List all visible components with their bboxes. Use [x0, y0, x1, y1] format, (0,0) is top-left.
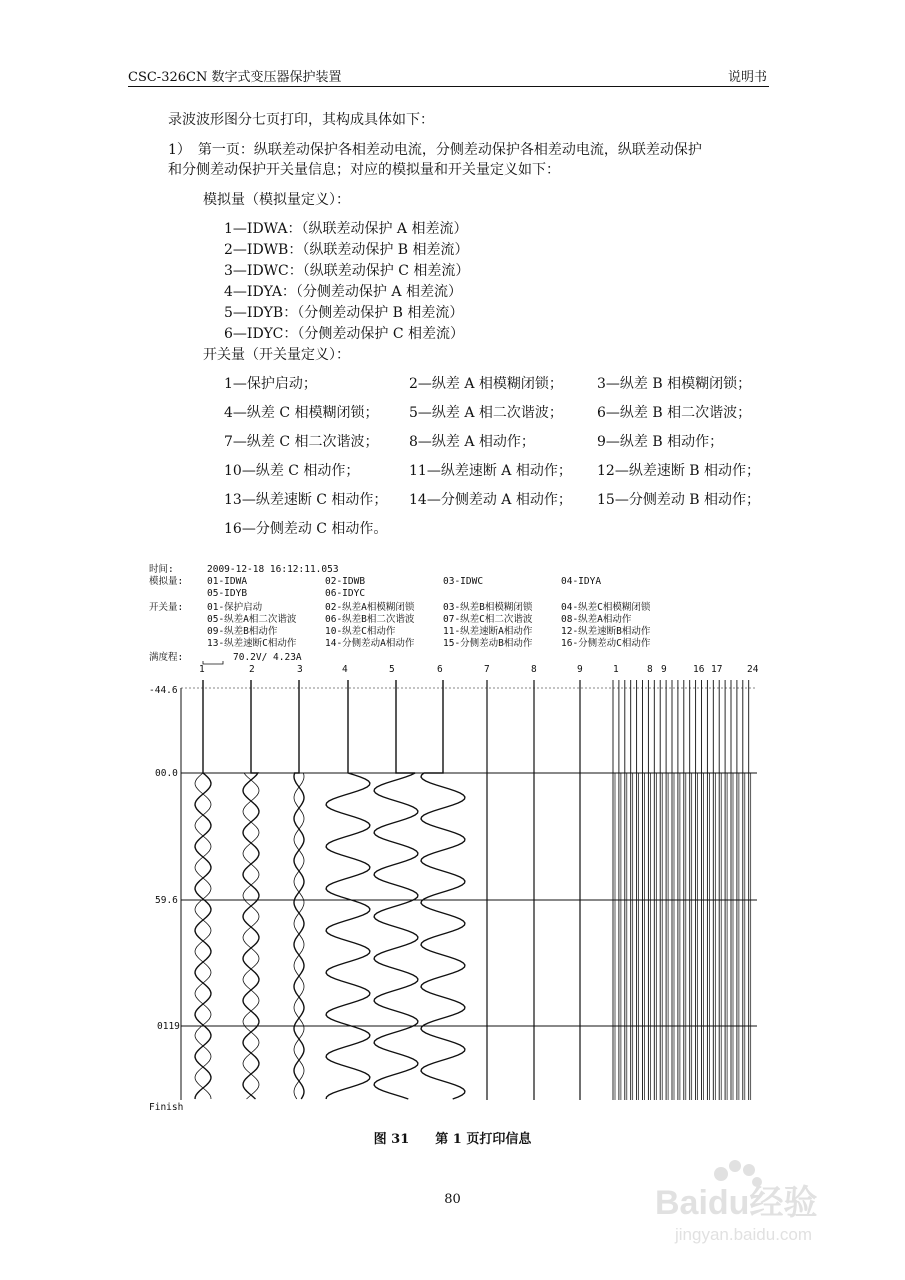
time-mark: 59.6	[155, 895, 178, 906]
analog-trace-4	[326, 680, 370, 1099]
switch-channel: 03-纵差B相模糊闭锁	[443, 602, 533, 613]
switch-item: 14—分侧差动 A 相动作；	[409, 492, 572, 508]
time-mark: 0119	[157, 1021, 180, 1032]
analog-item: 5—IDYB：（分侧差动保护 B 相差流）	[224, 305, 464, 321]
analog-channel: 01-IDWA	[207, 576, 248, 587]
switch-item: 15—分侧差动 B 相动作；	[597, 492, 761, 508]
analog-trace-5	[374, 680, 418, 1099]
time-value: 2009-12-18 16:12:11.053	[207, 564, 339, 575]
switch-channel: 09-纵差B相动作	[207, 626, 278, 637]
column-number: 9	[577, 664, 583, 675]
column-number: 1	[199, 664, 205, 675]
column-number: 2	[249, 664, 255, 675]
switch-item: 7—纵差 C 相二次谐波；	[224, 434, 379, 450]
switch-channel: 12-纵差速断B相动作	[561, 626, 651, 637]
column-number: 6	[437, 664, 443, 675]
column-number: 4	[342, 664, 348, 675]
analog-item: 2—IDWB：（纵联差动保护 B 相差流）	[224, 242, 469, 258]
switch-item: 4—纵差 C 相模糊闭锁；	[224, 405, 379, 421]
item1-line1: 1） 第一页：纵联差动保护各相差动电流，分侧差动保护各相差动电流，纵联差动保护	[168, 142, 702, 158]
finish-label: Finish	[149, 1102, 184, 1113]
analog-channel: 03-IDWC	[443, 576, 484, 587]
switch-channel: 01-保护启动	[207, 602, 263, 613]
switch-item: 11—纵差速断 A 相动作；	[409, 463, 572, 479]
switch-channel: 10-纵差C相动作	[325, 626, 396, 637]
analog-channel: 06-IDYC	[325, 588, 366, 599]
analog-trace-2	[243, 680, 259, 1099]
switch-item: 9—纵差 B 相动作；	[597, 434, 724, 450]
column-number: 7	[484, 664, 490, 675]
analog-trace-2-mirror	[243, 773, 259, 1099]
watermark-brand: Baidu经验	[655, 1184, 818, 1222]
header-rule	[128, 86, 769, 87]
column-number: 16	[693, 664, 705, 675]
switch-channel: 04-纵差C相模糊闭锁	[561, 602, 651, 613]
switch-label: 开关量:	[149, 602, 184, 613]
column-number: 8	[647, 664, 653, 675]
switch-channel: 15-分侧差动B相动作	[443, 638, 533, 649]
scale-label: 满度程:	[149, 652, 184, 663]
watermark-url: jingyan.baidu.com	[675, 1225, 813, 1244]
time-mark: -44.6	[149, 685, 178, 696]
switch-item: 13—纵差速断 C 相动作；	[224, 492, 388, 508]
switch-item: 16—分侧差动 C 相动作。	[224, 521, 388, 537]
switch-channel: 14-分侧差动A相动作	[325, 638, 415, 649]
paw-icon	[729, 1160, 741, 1172]
paw-icon	[714, 1167, 728, 1181]
column-number: 3	[297, 664, 303, 675]
switch-item: 2—纵差 A 相模糊闭锁；	[409, 376, 563, 392]
switch-channel: 08-纵差A相动作	[561, 614, 632, 625]
analog-channel: 05-IDYB	[207, 588, 248, 599]
switch-item: 6—纵差 B 相二次谐波；	[597, 405, 752, 421]
switch-item: 12—纵差速断 B 相动作；	[597, 463, 761, 479]
analog-heading: 模拟量（模拟量定义）：	[203, 192, 350, 208]
analog-item: 3—IDWC：（纵联差动保护 C 相差流）	[224, 263, 470, 279]
switch-channel: 16-分侧差动C相动作	[561, 638, 651, 649]
column-number: 5	[389, 664, 395, 675]
switch-channel: 05-纵差A相二次谐波	[207, 614, 297, 625]
baidu-watermark	[645, 1148, 865, 1248]
header-doc-type: 说明书	[728, 70, 768, 85]
item1-line2: 和分侧差动保护开关量信息；对应的模拟量和开关量定义如下：	[168, 162, 560, 178]
column-number: 1	[613, 664, 619, 675]
paw-icon	[743, 1164, 755, 1176]
switch-channel: 02-纵差A相模糊闭锁	[325, 602, 415, 613]
column-number: 17	[711, 664, 723, 675]
switch-heading: 开关量（开关量定义）：	[203, 347, 350, 363]
column-number: 9	[661, 664, 667, 675]
scale-value: 70.2V/ 4.23A	[233, 652, 302, 663]
switch-channel: 07-纵差C相二次谐波	[443, 614, 533, 625]
scale-bar-icon	[203, 661, 223, 664]
analog-trace-3-mirror	[294, 773, 304, 1099]
intro-paragraph: 录波波形图分七页打印，其构成具体如下：	[168, 112, 434, 128]
switch-item: 8—纵差 A 相动作；	[409, 434, 535, 450]
figure-caption: 图 31 第 1 页打印信息	[373, 1132, 532, 1147]
analog-trace-1	[195, 680, 211, 1099]
header-title: CSC-326CN 数字式变压器保护装置	[128, 70, 342, 85]
switch-item: 5—纵差 A 相二次谐波；	[409, 405, 563, 421]
switch-item: 1—保护启动；	[224, 376, 317, 392]
switch-channel: 06-纵差B相二次谐波	[325, 614, 415, 625]
analog-trace-6	[421, 680, 465, 1099]
switch-item: 3—纵差 B 相模糊闭锁；	[597, 376, 752, 392]
analog-channel: 02-IDWB	[325, 576, 366, 587]
analog-item: 6—IDYC：（分侧差动保护 C 相差流）	[224, 326, 464, 342]
switch-channel: 11-纵差速断A相动作	[443, 626, 533, 637]
column-number: 8	[531, 664, 537, 675]
analog-channel: 04-IDYA	[561, 576, 602, 587]
waveform-printout	[145, 560, 770, 1115]
column-number: 24	[747, 664, 759, 675]
analog-label: 模拟量:	[149, 576, 184, 587]
analog-item: 1—IDWA：（纵联差动保护 A 相差流）	[224, 221, 468, 237]
analog-trace-3	[294, 680, 304, 1099]
switch-channel: 13-纵差速断C相动作	[207, 638, 297, 649]
switch-item: 10—纵差 C 相动作；	[224, 463, 360, 479]
page-number: 80	[444, 1192, 461, 1207]
time-mark: 00.0	[155, 768, 178, 779]
analog-item: 4—IDYA：（分侧差动保护 A 相差流）	[224, 284, 462, 300]
time-label: 时间:	[149, 564, 174, 575]
